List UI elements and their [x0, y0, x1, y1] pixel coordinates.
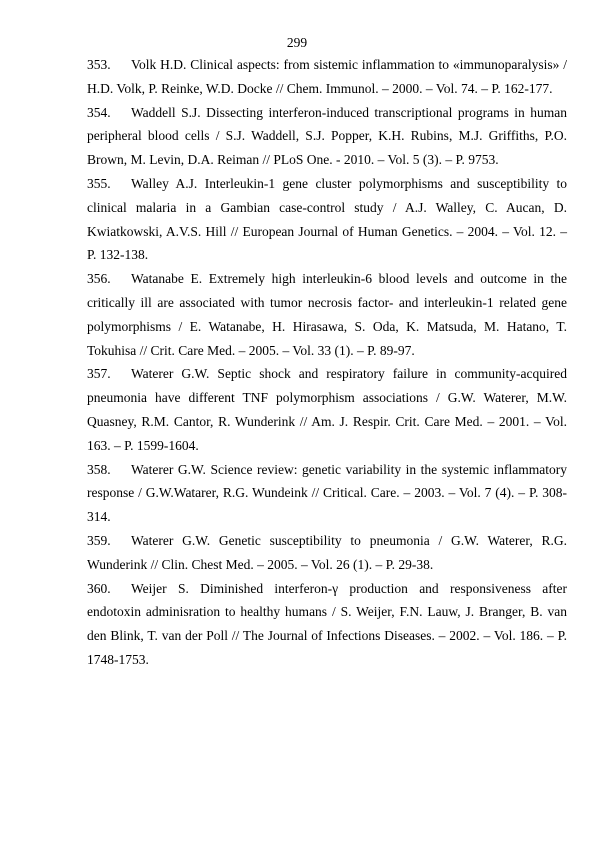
reference-number: 356.: [87, 271, 111, 287]
reference-text: Waterer G.W. Septic shock and respiratory failure in community-acquired pneumonia have different TNF polymorphism associations / G.W. Waterer, M.W. Quasney, R.M. Cantor, R. Wunderink // Am. J. Respir. Crit. Care Med. – 2001. – Vol. 163. – P. 1599-1604.: [87, 366, 567, 453]
reference-item: [87, 53, 567, 101]
reference-item: [87, 101, 567, 172]
reference-number: 358.: [87, 461, 111, 477]
page-number: 299: [286, 35, 308, 50]
reference-text: Walley A.J. Interleukin-1 gene cluster polymorphisms and susceptibility to clinical malaria in a Gambian case-control study / A.J. Walley, C. Aucan, D. Kwiatkowski, A.V.S. Hill // European Journal of Human Genetics. – 2004. – Vol. 12. – P. 132-138.: [87, 175, 567, 263]
reference-text: Waddell S.J. Dissecting interferon-induced transcriptional programs in human peripheral blood cells / S.J. Waddell, S.J. Popper, K.H. Rubins, M.J. Griffiths, P.O. Brown, M. Levin, D.A. Reiman // PLoS One. - 2010. – Vol. 5 (3). – P. 9753.: [87, 104, 567, 168]
reference-number: 354.: [87, 104, 111, 120]
reference-number: 359.: [87, 532, 111, 548]
reference-item: [87, 172, 567, 267]
reference-number: 355.: [87, 175, 111, 191]
reference-text: Watanabe E. Extremely high interleukin-6 blood levels and outcome in the critically ill are associated with tumor necrosis factor- and interleukin-1 related gene polymorphisms / E. Watanabe, H. Hirasawa, S. Oda, K. Matsuda, M. Hatano, T. Tokuhisa // Crit. Care Med. – 2005. – Vol. 33 (1). – P. 89-97.: [87, 271, 567, 358]
reference-item: [87, 529, 567, 577]
reference-item: [87, 267, 567, 362]
reference-number: 357.: [87, 366, 111, 382]
reference-number: 353.: [87, 57, 111, 72]
reference-item: [87, 362, 567, 457]
reference-text: Volk H.D. Clinical aspects: from sistemic inflammation to «immunoparalysis» / H.D. Volk, P. Reinke, W.D. Docke // Chem. Immunol. – 2000. – Vol. 74. – P. 162-177.: [87, 57, 567, 96]
reference-number: 360.: [87, 580, 111, 596]
reference-text: Waterer G.W. Science review: genetic variability in the systemic inflammatory response / G.W.Watarer, R.G. Wundeink // Critical. Care. – 2003. – Vol. 7 (4). – P. 308-314.: [87, 461, 567, 525]
reference-text: Weijer S. Diminished interferon-γ production and responsiveness after endotoxin adminisration to healthy humans / S. Weijer, F.N. Lauw, J. Branger, B. van den Blink, T. van der Poll // The Journal of Infections Diseases. – 2002. – Vol. 186. – P. 1748-1753.: [87, 580, 567, 667]
reference-item: [87, 577, 567, 672]
reference-text: Waterer G.W. Genetic susceptibility to pneumonia / G.W. Waterer, R.G. Wunderink // Clin. Chest Med. – 2005. – Vol. 26 (1). – P. 29-38.: [87, 532, 567, 572]
reference-item: [87, 458, 567, 529]
reference-list: [87, 53, 567, 672]
